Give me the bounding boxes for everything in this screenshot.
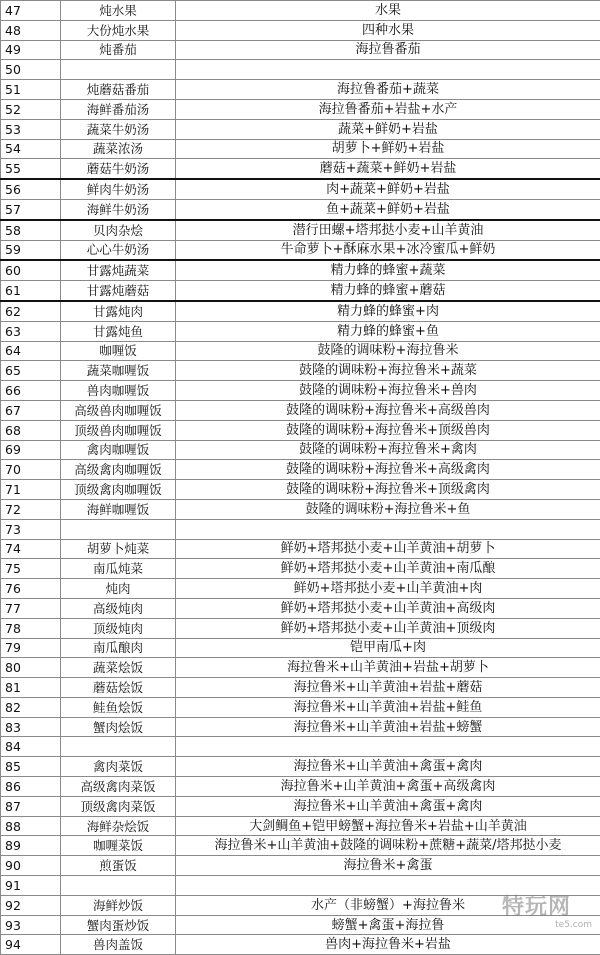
row-number-cell: 49: [1, 40, 61, 60]
row-number-cell: 94: [1, 935, 61, 955]
table-row: [1, 119, 600, 139]
recipe-name-cell: 顶级禽肉菜饭: [61, 796, 176, 816]
row-number-cell: 57: [1, 199, 61, 219]
table-row: [1, 836, 600, 856]
row-number-cell: 53: [1, 119, 61, 139]
row-number-cell: 84: [1, 737, 61, 757]
row-number-cell: 61: [1, 281, 61, 301]
row-number-cell: 91: [1, 876, 61, 896]
table-row: [1, 559, 600, 579]
ingredients-cell: 海拉鲁米+山羊黄油+禽蛋+高级禽肉: [176, 777, 600, 797]
table-row: [1, 240, 600, 260]
row-number-cell: 70: [1, 460, 61, 480]
table-row: [1, 796, 600, 816]
recipe-name-cell: 高级兽肉咖喱饭: [61, 400, 176, 420]
table-row: [1, 40, 600, 60]
ingredients-cell: 肉+蔬菜+鲜奶+岩盐: [176, 179, 600, 199]
row-number-cell: 63: [1, 321, 61, 341]
ingredients-cell: 鼓隆的调味粉+海拉鲁米+蔬菜: [176, 361, 600, 381]
row-number-cell: 60: [1, 260, 61, 280]
row-number-cell: 90: [1, 856, 61, 876]
recipe-name-cell: 顶级炖肉: [61, 618, 176, 638]
watermark-logo: 特玩网: [502, 890, 571, 921]
recipe-name-cell: 煎蛋饭: [61, 856, 176, 876]
recipe-name-cell: 甘露炖蔬菜: [61, 260, 176, 280]
ingredients-cell: 水产（非螃蟹）+海拉鲁米: [176, 895, 600, 915]
table-row: [1, 341, 600, 361]
row-number-cell: 64: [1, 341, 61, 361]
ingredients-cell: 鱼+蔬菜+鲜奶+岩盐: [176, 199, 600, 219]
ingredients-cell: 牛命萝卜+酥麻水果+冰冷蜜瓜+鲜奶: [176, 240, 600, 260]
ingredients-cell: 潜行田螺+塔邦挞小麦+山羊黄油: [176, 220, 600, 240]
row-number-cell: 58: [1, 220, 61, 240]
ingredients-cell: 四种水果: [176, 20, 600, 40]
recipe-name-cell: 蘑菇烩饭: [61, 678, 176, 698]
row-number-cell: 92: [1, 895, 61, 915]
recipe-name-cell: 南瓜酿肉: [61, 638, 176, 658]
recipe-name-cell: 炖水果: [61, 1, 176, 21]
ingredients-cell: 海拉鲁米+山羊黄油+岩盐+蘑菇: [176, 678, 600, 698]
table-row: [1, 579, 600, 599]
table-row: [1, 199, 600, 219]
row-number-cell: 85: [1, 757, 61, 777]
table-row: [1, 80, 600, 100]
row-number-cell: 78: [1, 618, 61, 638]
table-row: [1, 895, 600, 915]
ingredients-cell: 精力蜂的蜂蜜+蔬菜: [176, 260, 600, 280]
row-number-cell: 76: [1, 579, 61, 599]
ingredients-cell: 蔬菜+鲜奶+岩盐: [176, 119, 600, 139]
recipe-name-cell: 炖肉: [61, 579, 176, 599]
recipe-name-cell: 大份炖水果: [61, 20, 176, 40]
row-number-cell: 51: [1, 80, 61, 100]
recipe-name-cell: 蔬菜牛奶汤: [61, 119, 176, 139]
table-row: [1, 321, 600, 341]
row-number-cell: 69: [1, 440, 61, 460]
table-row: [1, 935, 600, 955]
row-number-cell: 79: [1, 638, 61, 658]
recipe-name-cell: 蟹肉蛋炒饭: [61, 915, 176, 935]
ingredients-cell: 鲜奶+塔邦挞小麦+山羊黄油+顶级肉: [176, 618, 600, 638]
ingredients-cell: 大剑鲷鱼+铠甲螃蟹+海拉鲁米+岩盐+山羊黄油: [176, 816, 600, 836]
table-row: [1, 697, 600, 717]
recipe-name-cell: 甘露炖肉: [61, 301, 176, 321]
recipe-name-cell: 蔬菜浓汤: [61, 139, 176, 159]
row-number-cell: 77: [1, 598, 61, 618]
recipe-name-cell: 兽肉咖喱饭: [61, 381, 176, 401]
ingredients-cell: 海拉鲁米+山羊黄油+岩盐+螃蟹: [176, 717, 600, 737]
ingredients-cell: 鲜奶+塔邦挞小麦+山羊黄油+胡萝卜: [176, 539, 600, 559]
row-number-cell: 82: [1, 697, 61, 717]
recipe-name-cell: 海鲜炒饭: [61, 895, 176, 915]
table-row: [1, 400, 600, 420]
row-number-cell: 62: [1, 301, 61, 321]
table-row: [1, 260, 600, 280]
recipe-name-cell: 禽肉菜饭: [61, 757, 176, 777]
recipe-name-cell: [61, 519, 176, 539]
ingredients-cell: 海拉鲁番茄+岩盐+水产: [176, 99, 600, 119]
recipe-name-cell: 南瓜炖菜: [61, 559, 176, 579]
ingredients-cell: 鲜奶+塔邦挞小麦+山羊黄油+高级肉: [176, 598, 600, 618]
ingredients-cell: 海拉鲁番茄: [176, 40, 600, 60]
table-row: [1, 915, 600, 935]
table-row: [1, 816, 600, 836]
ingredients-cell: 胡萝卜+鲜奶+岩盐: [176, 139, 600, 159]
ingredients-cell: 精力蜂的蜂蜜+肉: [176, 301, 600, 321]
recipe-name-cell: 心心牛奶汤: [61, 240, 176, 260]
recipe-name-cell: [61, 737, 176, 757]
watermark-site: te5.com: [555, 920, 592, 930]
row-number-cell: 83: [1, 717, 61, 737]
table-row: [1, 717, 600, 737]
ingredients-cell: 蘑菇+蔬菜+鲜奶+岩盐: [176, 159, 600, 179]
row-number-cell: 66: [1, 381, 61, 401]
recipe-name-cell: 甘露炖蘑菇: [61, 281, 176, 301]
table-row: [1, 598, 600, 618]
row-number-cell: 52: [1, 99, 61, 119]
table-row: [1, 519, 600, 539]
ingredients-cell: 鲜奶+塔邦挞小麦+山羊黄油+肉: [176, 579, 600, 599]
table-row: [1, 757, 600, 777]
table-row: [1, 460, 600, 480]
table-row: [1, 99, 600, 119]
ingredients-cell: [176, 60, 600, 80]
recipe-name-cell: 炖番茄: [61, 40, 176, 60]
ingredients-cell: 海拉鲁米+禽蛋: [176, 856, 600, 876]
ingredients-cell: 海拉鲁米+山羊黄油+岩盐+鲑鱼: [176, 697, 600, 717]
recipe-name-cell: 海鲜咖喱饭: [61, 499, 176, 519]
recipe-name-cell: 海鲜牛奶汤: [61, 199, 176, 219]
table-row: [1, 220, 600, 240]
recipe-name-cell: 海鲜番茄汤: [61, 99, 176, 119]
ingredients-cell: 鼓隆的调味粉+海拉鲁米+高级禽肉: [176, 460, 600, 480]
table-row: [1, 876, 600, 896]
recipe-name-cell: 炖蘑菇番茄: [61, 80, 176, 100]
row-number-cell: 75: [1, 559, 61, 579]
ingredients-cell: 螃蟹+禽蛋+海拉鲁: [176, 915, 600, 935]
table-row: [1, 179, 600, 199]
recipe-name-cell: 海鲜杂烩饭: [61, 816, 176, 836]
ingredients-cell: 鲜奶+塔邦挞小麦+山羊黄油+南瓜酿: [176, 559, 600, 579]
row-number-cell: 47: [1, 1, 61, 21]
recipe-name-cell: 蔬菜烩饭: [61, 658, 176, 678]
table-row: [1, 539, 600, 559]
row-number-cell: 72: [1, 499, 61, 519]
ingredients-cell: 鼓隆的调味粉+海拉鲁米+鱼: [176, 499, 600, 519]
recipe-table-body: [1, 1, 600, 955]
ingredients-cell: [176, 876, 600, 896]
row-number-cell: 65: [1, 361, 61, 381]
ingredients-cell: [176, 737, 600, 757]
row-number-cell: 87: [1, 796, 61, 816]
table-row: [1, 281, 600, 301]
ingredients-cell: 鼓隆的调味粉+海拉鲁米+禽肉: [176, 440, 600, 460]
row-number-cell: 93: [1, 915, 61, 935]
recipe-name-cell: 高级禽肉菜饭: [61, 777, 176, 797]
ingredients-cell: 海拉鲁番茄+蔬菜: [176, 80, 600, 100]
recipe-name-cell: 蔬菜咖喱饭: [61, 361, 176, 381]
recipe-name-cell: 高级禽肉咖喱饭: [61, 460, 176, 480]
ingredients-cell: 海拉鲁米+山羊黄油+禽蛋+禽肉: [176, 796, 600, 816]
recipe-name-cell: 咖喱菜饭: [61, 836, 176, 856]
table-row: [1, 678, 600, 698]
ingredients-cell: 铠甲南瓜+肉: [176, 638, 600, 658]
table-row: [1, 440, 600, 460]
row-number-cell: 89: [1, 836, 61, 856]
row-number-cell: 50: [1, 60, 61, 80]
table-row: [1, 658, 600, 678]
ingredients-cell: 精力蜂的蜂蜜+鱼: [176, 321, 600, 341]
table-row: [1, 737, 600, 757]
row-number-cell: 68: [1, 420, 61, 440]
row-number-cell: 71: [1, 480, 61, 500]
row-number-cell: 73: [1, 519, 61, 539]
table-row: [1, 60, 600, 80]
ingredients-cell: 鼓隆的调味粉+海拉鲁米+顶级兽肉: [176, 420, 600, 440]
table-row: [1, 618, 600, 638]
table-row: [1, 856, 600, 876]
row-number-cell: 74: [1, 539, 61, 559]
ingredients-cell: 鼓隆的调味粉+海拉鲁米+兽肉: [176, 381, 600, 401]
recipe-name-cell: 咖喱饭: [61, 341, 176, 361]
recipe-name-cell: 甘露炖鱼: [61, 321, 176, 341]
table-row: [1, 159, 600, 179]
ingredients-cell: 鼓隆的调味粉+海拉鲁米: [176, 341, 600, 361]
row-number-cell: 59: [1, 240, 61, 260]
recipe-name-cell: 胡萝卜炖菜: [61, 539, 176, 559]
table-row: [1, 480, 600, 500]
recipe-name-cell: 鲑鱼烩饭: [61, 697, 176, 717]
recipe-name-cell: 鲜肉牛奶汤: [61, 179, 176, 199]
table-row: [1, 301, 600, 321]
row-number-cell: 48: [1, 20, 61, 40]
table-row: [1, 638, 600, 658]
recipe-name-cell: 顶级兽肉咖喱饭: [61, 420, 176, 440]
table-row: [1, 139, 600, 159]
recipe-name-cell: 蟹肉烩饭: [61, 717, 176, 737]
row-number-cell: 54: [1, 139, 61, 159]
ingredients-cell: 鼓隆的调味粉+海拉鲁米+顶级禽肉: [176, 480, 600, 500]
row-number-cell: 56: [1, 179, 61, 199]
row-number-cell: 80: [1, 658, 61, 678]
ingredients-cell: 鼓隆的调味粉+海拉鲁米+高级兽肉: [176, 400, 600, 420]
recipe-name-cell: 高级炖肉: [61, 598, 176, 618]
recipe-name-cell: [61, 60, 176, 80]
ingredients-cell: 海拉鲁米+山羊黄油+禽蛋+禽肉: [176, 757, 600, 777]
table-row: [1, 777, 600, 797]
ingredients-cell: 海拉鲁米+山羊黄油+鼓隆的调味粉+蔗糖+蔬菜/塔邦挞小麦: [176, 836, 600, 856]
row-number-cell: 86: [1, 777, 61, 797]
table-row: [1, 499, 600, 519]
recipe-name-cell: 顶级禽肉咖喱饭: [61, 480, 176, 500]
row-number-cell: 81: [1, 678, 61, 698]
recipe-name-cell: 兽肉盖饭: [61, 935, 176, 955]
ingredients-cell: 精力蜂的蜂蜜+蘑菇: [176, 281, 600, 301]
table-row: [1, 381, 600, 401]
recipe-name-cell: 禽肉咖喱饭: [61, 440, 176, 460]
row-number-cell: 67: [1, 400, 61, 420]
ingredients-cell: 海拉鲁米+山羊黄油+岩盐+胡萝卜: [176, 658, 600, 678]
ingredients-cell: [176, 519, 600, 539]
table-row: [1, 420, 600, 440]
row-number-cell: 88: [1, 816, 61, 836]
recipe-name-cell: [61, 876, 176, 896]
ingredients-cell: 水果: [176, 1, 600, 21]
row-number-cell: 55: [1, 159, 61, 179]
table-row: [1, 1, 600, 21]
ingredients-cell: 兽肉+海拉鲁米+岩盐: [176, 935, 600, 955]
recipe-name-cell: 贝肉杂烩: [61, 220, 176, 240]
recipe-name-cell: 蘑菇牛奶汤: [61, 159, 176, 179]
table-row: [1, 361, 600, 381]
table-row: [1, 20, 600, 40]
